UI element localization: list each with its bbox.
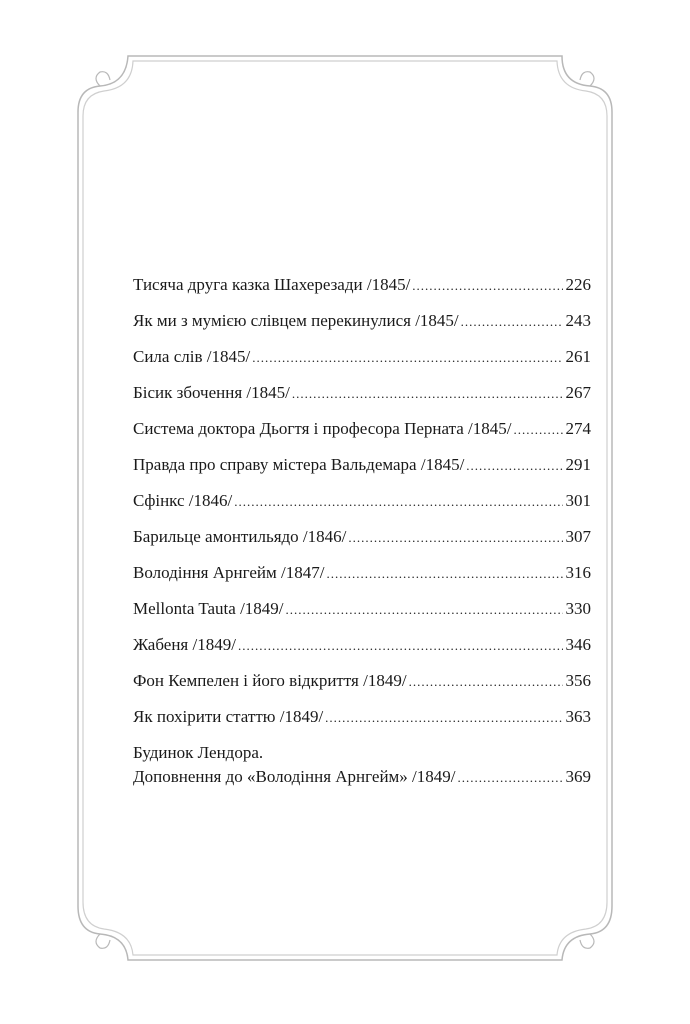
toc-dot-leader xyxy=(461,311,563,333)
toc-dot-leader xyxy=(466,455,562,477)
toc-entry xyxy=(133,526,591,548)
toc-entry-title-line1: Будинок Лендора. xyxy=(133,743,264,762)
toc-entry xyxy=(133,310,591,332)
toc-entry-page: 316 xyxy=(565,563,591,582)
toc-entry-title: Система доктора Дьогтя і професора Перната /1845/ xyxy=(133,419,512,438)
toc-entry xyxy=(133,706,591,728)
toc-dot-leader xyxy=(292,383,563,405)
toc-dot-leader xyxy=(458,767,563,789)
toc-entry-title: Тисяча друга казка Шахерезади /1845/ xyxy=(133,275,411,294)
toc-entry-page: 267 xyxy=(565,383,591,402)
toc-entry-title: Володіння Арнгейм /1847/ xyxy=(133,563,325,582)
toc-entry-title: Сфінкс /1846/ xyxy=(133,491,233,510)
toc-entry xyxy=(133,670,591,692)
toc-entry-title: Фон Кемпелен і його відкриття /1849/ xyxy=(133,671,407,690)
toc-entry xyxy=(133,418,591,440)
toc-entry-page: 243 xyxy=(565,311,591,330)
toc-dot-leader xyxy=(326,563,562,585)
toc-entry-page: 291 xyxy=(565,455,591,474)
toc-entry xyxy=(133,562,591,584)
toc-entry xyxy=(133,454,591,476)
toc-entry-page: 301 xyxy=(565,491,591,510)
toc-dot-leader xyxy=(412,275,562,297)
toc-entry-page: 261 xyxy=(565,347,591,366)
toc-entry-title: Як похірити статтю /1849/ xyxy=(133,707,324,726)
toc-entry-second-line xyxy=(133,766,591,788)
toc-dot-leader xyxy=(348,527,562,549)
toc-entry-page: 369 xyxy=(565,767,591,786)
toc-dot-leader xyxy=(234,491,562,513)
toc-entry-title: Барильце амонтильядо /1846/ xyxy=(133,527,347,546)
toc-entry-title: Жабеня /1849/ xyxy=(133,635,236,654)
toc-entry xyxy=(133,346,591,368)
toc-entry-page: 330 xyxy=(565,599,591,618)
toc-dot-leader xyxy=(238,635,563,657)
toc-entry xyxy=(133,598,591,620)
toc-entry-page: 363 xyxy=(565,707,591,726)
toc-entry-page: 226 xyxy=(565,275,591,294)
toc-entry xyxy=(133,490,591,512)
toc-dot-leader xyxy=(252,347,562,369)
toc-dot-leader xyxy=(409,671,563,693)
toc-entry-title: Як ми з мумією слівцем перекинулися /1845/ xyxy=(133,311,459,330)
toc-entry-page: 307 xyxy=(565,527,591,546)
toc-entry-title: Бісик збочення /1845/ xyxy=(133,383,290,402)
toc-entry-title: Правда про справу містера Вальдемара /1845/ xyxy=(133,455,465,474)
toc-dot-leader xyxy=(325,707,562,729)
table-of-contents xyxy=(133,274,591,802)
toc-dot-leader xyxy=(286,599,563,621)
toc-entry xyxy=(133,274,591,296)
toc-entry-title-line2: Доповнення до «Володіння Арнгейм» /1849/ xyxy=(133,767,456,786)
toc-entry-multiline xyxy=(133,742,591,788)
toc-entry-title: Сила слів /1845/ xyxy=(133,347,251,366)
toc-entry-page: 356 xyxy=(565,671,591,690)
toc-entry-page: 274 xyxy=(565,419,591,438)
toc-entry xyxy=(133,634,591,656)
toc-dot-leader xyxy=(513,419,562,441)
toc-entry-title: Mellonta Tauta /1849/ xyxy=(133,599,284,618)
toc-entry xyxy=(133,382,591,404)
toc-entry-page: 346 xyxy=(565,635,591,654)
